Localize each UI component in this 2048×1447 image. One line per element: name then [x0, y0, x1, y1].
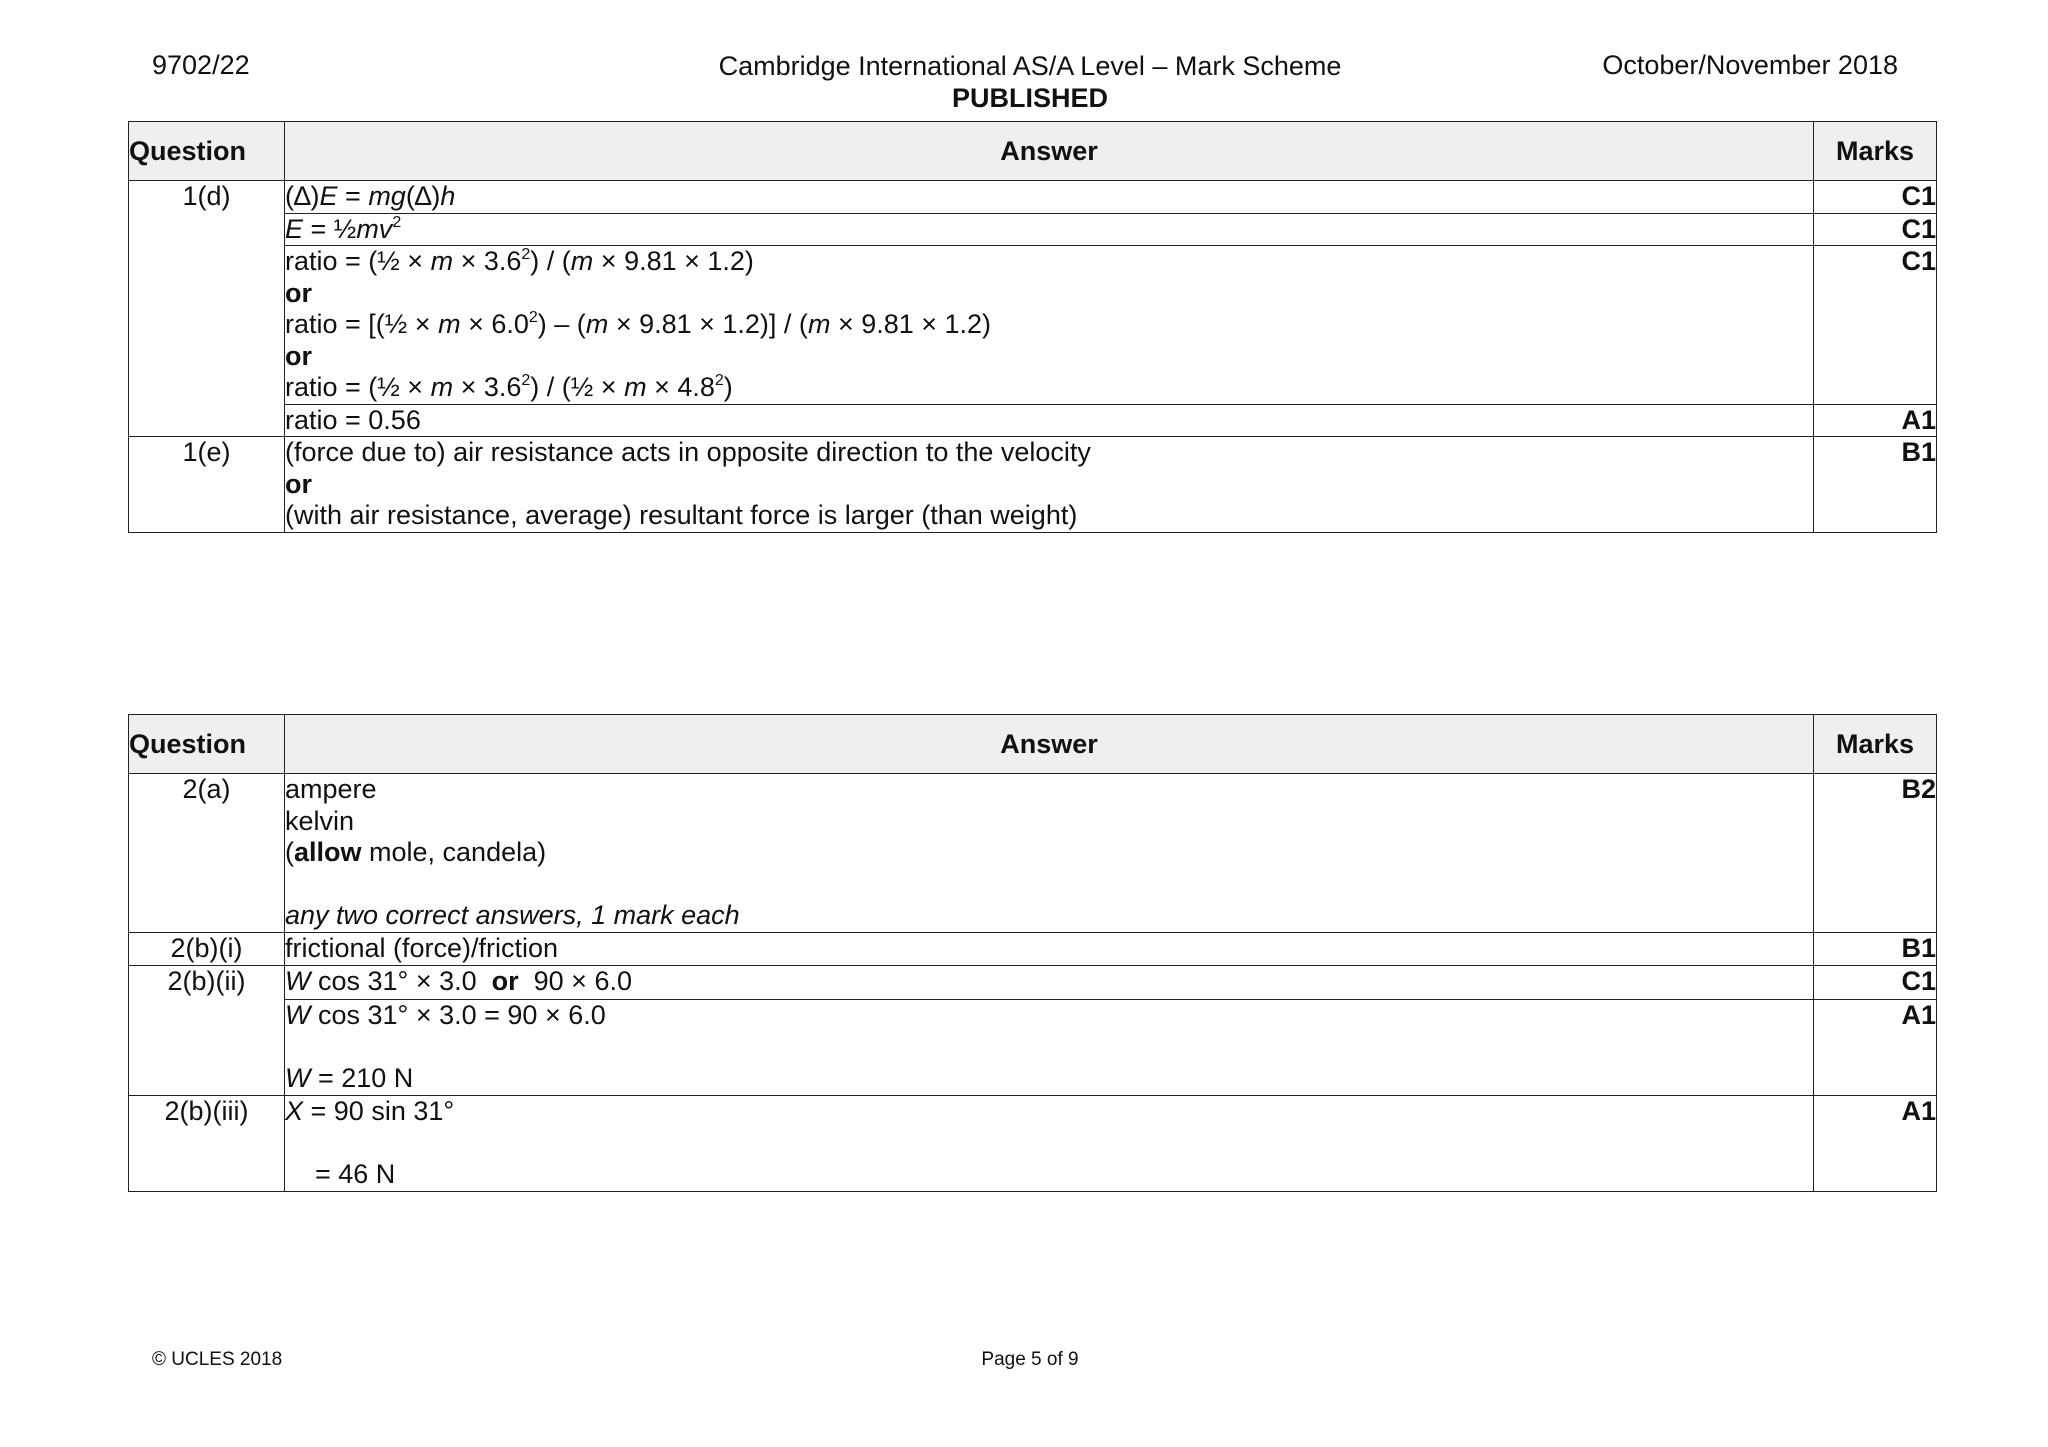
marking-note: any two correct answers, 1 mark each: [285, 900, 740, 930]
copyright-notice: © UCLES 2018: [152, 1349, 283, 1370]
answer-text: mole, candela): [361, 837, 547, 867]
page-number: Page 5 of 9: [981, 1349, 1079, 1370]
marks-cell: B2: [1814, 774, 1937, 933]
or-label: or: [285, 340, 312, 371]
marks-cell: A1: [1814, 404, 1937, 437]
table-header-row: [129, 715, 1937, 774]
answer-line: ampere: [285, 774, 377, 804]
published-label: PUBLISHED: [951, 83, 1108, 113]
answer-cell: [285, 965, 1814, 999]
answer-line: (with air resistance, average) resultant force is larger (than weight): [285, 500, 1078, 530]
table-row: [129, 246, 1937, 405]
marks-cell: C1: [1814, 213, 1937, 246]
answer-line: ratio = [(½ × $m \times 6.0^2) - (m \times 9.81 \times 1.2)] / (m \times 9.81 \times 1.2)$: [285, 309, 992, 339]
marks-column-header: Marks: [1814, 122, 1937, 181]
answer-line: W = 210 N: [285, 1062, 414, 1093]
answer-column-header: Answer: [285, 715, 1814, 774]
table-row: [129, 181, 1937, 214]
answer-line: W cos 31° × 3.0 or 90 × 6.0: [285, 965, 632, 996]
exam-session: October/November 2018: [1602, 50, 1898, 80]
answer-cell: [285, 1095, 1814, 1191]
question-number: 2(b)(i): [129, 933, 285, 966]
mark-scheme-table-1: [128, 121, 1937, 533]
table-row: [129, 774, 1937, 933]
answer-cell: [285, 999, 1814, 1095]
answer-line: [285, 837, 1813, 869]
answer-cell: [285, 774, 1814, 933]
answer-line: ratio = 0.56: [285, 404, 421, 435]
or-label: or: [285, 468, 312, 499]
marks-cell: B1: [1814, 437, 1937, 533]
question-number: 2(a): [129, 774, 285, 933]
table-row: [129, 437, 1937, 533]
answer-line: (force due to) air resistance acts in opposite direction to the velocity: [285, 437, 1091, 467]
table-header-row: [129, 122, 1937, 181]
marks-column-header: Marks: [1814, 715, 1937, 774]
answer-line: kelvin: [285, 805, 355, 836]
or-label: or: [285, 277, 312, 308]
allow-keyword: allow: [294, 837, 362, 867]
answer-cell: [285, 246, 1814, 405]
table-row: [129, 933, 1937, 966]
marks-cell: A1: [1814, 1095, 1937, 1191]
answer-cell: [285, 404, 1814, 437]
answer-line: = 46 N: [285, 1158, 396, 1189]
table-row: [129, 965, 1937, 999]
answer-line: W cos 31° × 3.0 = 90 × 6.0: [285, 999, 606, 1030]
marks-cell: C1: [1814, 181, 1937, 214]
question-number: 2(b)(iii): [129, 1095, 285, 1191]
question-number: 1(d): [129, 181, 285, 437]
marks-cell: C1: [1814, 965, 1937, 999]
marks-cell: B1: [1814, 933, 1937, 966]
answer-line: X = 90 sin 31°: [285, 1095, 455, 1126]
answer-column-header: Answer: [285, 122, 1814, 181]
or-label: or: [491, 965, 519, 996]
answer-cell: [285, 181, 1814, 214]
paper-code: 9702/22: [152, 50, 250, 80]
marks-cell: A1: [1814, 999, 1937, 1095]
answer-line: ratio = (½ × $m \times 3.6^2$) / (½ × $m \times 4.8^2$): [285, 372, 733, 402]
document-title: Cambridge International AS/A Level – Mark Scheme: [718, 51, 1342, 81]
answer-line: $E = \frac{1}{2}mv^2$: [285, 213, 402, 244]
marks-cell: C1: [1814, 246, 1937, 405]
table-row: [129, 999, 1937, 1095]
answer-cell: [285, 213, 1814, 246]
table-row: [129, 404, 1937, 437]
question-column-header: Question: [129, 715, 285, 774]
answer-line: (∆)E = mg(∆)h: [285, 181, 456, 211]
table-row: [129, 213, 1937, 246]
answer-line: ratio = (½ × $m \times 3.6^2) / (m \times 9.81 \times 1.2)$: [285, 246, 754, 276]
question-column-header: Question: [129, 122, 285, 181]
question-number: 2(b)(ii): [129, 965, 285, 1095]
answer-text: (: [285, 837, 294, 867]
answer-cell: [285, 437, 1814, 533]
table-row: [129, 1095, 1937, 1191]
question-number: 1(e): [129, 437, 285, 533]
mark-scheme-table-2: [128, 714, 1937, 1192]
answer-cell: [285, 933, 1814, 966]
answer-line: frictional (force)/friction: [285, 933, 559, 963]
